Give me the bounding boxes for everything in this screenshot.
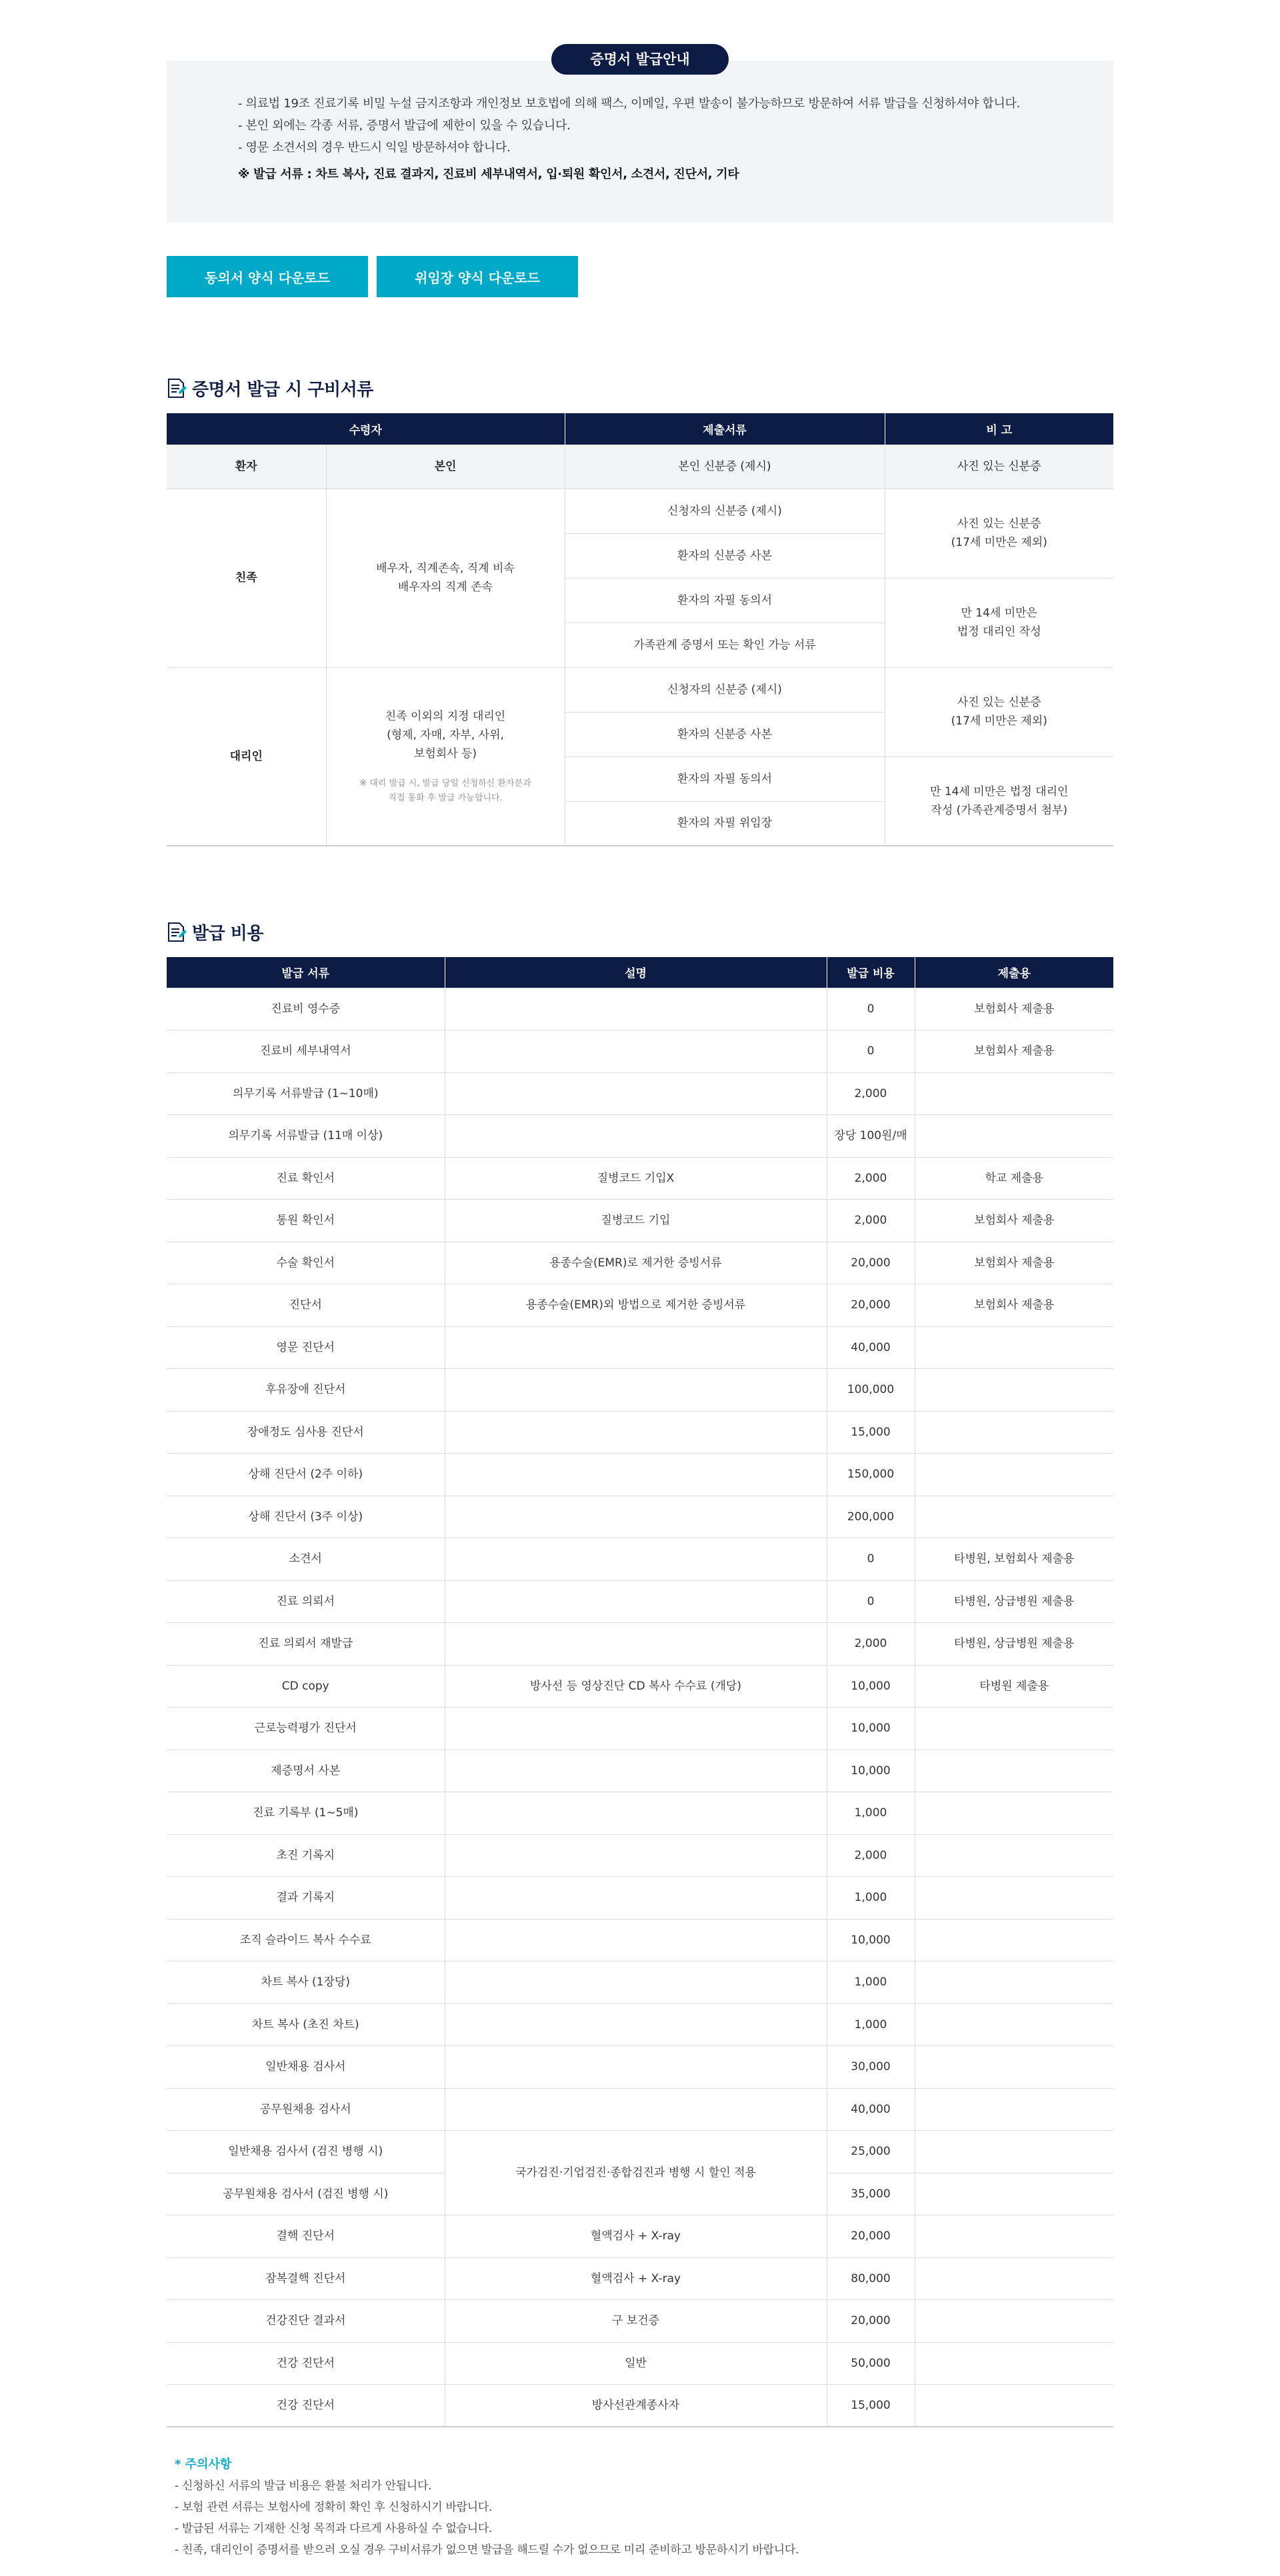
cell-doc: 차트 복사 (1장당)	[167, 1961, 445, 2004]
cell-fee: 40,000	[827, 1326, 915, 1369]
cell-fee: 1,000	[827, 1792, 915, 1835]
small-note-line: 직접 통화 후 발급 가능합니다.	[388, 792, 503, 803]
cell-doc: 건강 진단서	[167, 2385, 445, 2427]
cell-desc	[445, 1877, 827, 1920]
cell-fee: 20,000	[827, 1242, 915, 1284]
cell-use: 보험회사 제출용	[915, 1030, 1113, 1073]
cell-desc	[445, 1961, 827, 2004]
fee-table	[167, 957, 1113, 2427]
family-desc-line: 배우자, 직계존속, 직계 비속	[376, 562, 515, 575]
cell-doc: 진료 기록부 (1~5매)	[167, 1792, 445, 1835]
cell-use	[915, 1115, 1113, 1158]
note-line: 법정 대리인 작성	[957, 625, 1041, 639]
cell-agent-label: 대리인	[167, 667, 326, 846]
cell-doc: 진료 확인서	[167, 1157, 445, 1200]
cell-desc	[445, 1454, 827, 1496]
cell-use	[915, 1411, 1113, 1454]
cell-doc: 통원 확인서	[167, 1200, 445, 1242]
cell-doc: 진료비 세부내역서	[167, 1030, 445, 1073]
table-row	[167, 1580, 1113, 1623]
table-row	[167, 1115, 1113, 1158]
cell-desc	[445, 2088, 827, 2131]
cell-use	[915, 2385, 1113, 2427]
cell-fee: 0	[827, 1030, 915, 1073]
table-row	[167, 1200, 1113, 1242]
cell-use: 보험회사 제출용	[915, 988, 1113, 1030]
note-line: 만 14세 미만은 법정 대리인	[930, 784, 1069, 798]
cell-use: 타병원, 상급병원 제출용	[915, 1623, 1113, 1666]
cell-desc	[445, 1580, 827, 1623]
cell-desc: 방사선관계종사자	[445, 2385, 827, 2427]
header-doc: 발급 서류	[167, 957, 445, 988]
cell-doc: 진료 의뢰서	[167, 1580, 445, 1623]
header-fee: 발급 비용	[827, 957, 915, 988]
cell-use: 타병원 제출용	[915, 1665, 1113, 1708]
header-recipient: 수령자	[167, 413, 565, 445]
cell-fee: 2,000	[827, 1072, 915, 1115]
cell-family-desc	[326, 489, 565, 667]
agent-small-note	[332, 776, 559, 806]
cell-doc: 진단서	[167, 1284, 445, 1327]
cell-desc: 질병코드 기입	[445, 1200, 827, 1242]
notice-docs-line: ※ 발급 서류 : 차트 복사, 진료 결과지, 진료비 세부내역서, 입·퇴원 확인서, 소견서, 진단서, 기타	[238, 167, 739, 181]
table-row	[167, 1496, 1113, 1538]
table-row	[167, 1961, 1113, 2004]
cell-desc	[445, 2046, 827, 2089]
table-row	[167, 988, 1113, 1030]
table-row	[167, 2088, 1113, 2131]
cell-doc: CD copy	[167, 1665, 445, 1708]
cell-use	[915, 1369, 1113, 1412]
table-row	[167, 1284, 1113, 1327]
cell-use	[915, 1454, 1113, 1496]
cell-family-note2	[885, 578, 1113, 667]
cell-use	[915, 2257, 1113, 2300]
section-title-required-docs	[167, 375, 1113, 401]
cell-desc: 용종수술(EMR)외 방법으로 제거한 증빙서류	[445, 1284, 827, 1327]
agent-desc-line: 보험회사 등)	[413, 746, 477, 760]
table-row	[167, 2385, 1113, 2427]
cell-desc	[445, 1919, 827, 1961]
cell-agent-doc: 신청자의 신분증 (제시)	[565, 667, 885, 712]
notice-box	[167, 61, 1113, 223]
header-use: 제출용	[915, 957, 1113, 988]
notes-line: - 발급된 서류는 기재한 신청 목적과 다르게 사용하실 수 없습니다.	[175, 2522, 493, 2535]
cell-fee: 10,000	[827, 1708, 915, 1750]
cell-doc: 의무기록 서류발급 (1~10매)	[167, 1072, 445, 1115]
cell-fee: 10,000	[827, 1665, 915, 1708]
cell-fee: 10,000	[827, 1919, 915, 1961]
cell-doc: 일반채용 검사서	[167, 2046, 445, 2089]
cell-fee: 2,000	[827, 1200, 915, 1242]
cell-use	[915, 1961, 1113, 2004]
table-row	[167, 1665, 1113, 1708]
cell-use: 타병원, 상급병원 제출용	[915, 1580, 1113, 1623]
cell-desc	[445, 1496, 827, 1538]
header-desc: 설명	[445, 957, 827, 988]
notice-line: - 의료법 19조 진료기록 비밀 누설 금지조항과 개인정보 보호법에 의해 팩스, 이메일, 우편 발송이 불가능하므로 방문하여 서류 발급을 신청하셔야 합니다.	[238, 97, 1021, 111]
cell-doc: 초진 기록지	[167, 1834, 445, 1877]
required-docs-table	[167, 413, 1113, 846]
notice-line: - 본인 외에는 각종 서류, 증명서 발급에 제한이 있을 수 있습니다.	[238, 119, 571, 133]
cell-self-doc: 본인 신분증 (제시)	[565, 445, 885, 489]
cell-doc: 건강 진단서	[167, 2342, 445, 2385]
cell-fee: 1,000	[827, 1877, 915, 1920]
table-row	[167, 1369, 1113, 1412]
cell-patient: 환자	[167, 445, 326, 489]
table-row	[167, 2257, 1113, 2300]
table-row	[167, 2300, 1113, 2343]
cell-doc: 결과 기록지	[167, 1877, 445, 1920]
cell-doc: 장애정도 심사용 진단서	[167, 1411, 445, 1454]
cell-use: 보험회사 제출용	[915, 1284, 1113, 1327]
cell-doc: 건강진단 결과서	[167, 2300, 445, 2343]
table-row	[167, 2342, 1113, 2385]
cell-fee: 80,000	[827, 2257, 915, 2300]
note-line: 만 14세 미만은	[961, 607, 1038, 620]
cell-use	[915, 1792, 1113, 1835]
cell-fee: 40,000	[827, 2088, 915, 2131]
table-row	[167, 1750, 1113, 1792]
cell-fee: 10,000	[827, 1750, 915, 1792]
table-row	[167, 1411, 1113, 1454]
cell-desc	[445, 1750, 827, 1792]
cell-desc: 혈액검사 + X-ray	[445, 2215, 827, 2258]
cell-desc: 질병코드 기입X	[445, 1157, 827, 1200]
cell-family-note1	[885, 489, 1113, 578]
cell-desc	[445, 1411, 827, 1454]
cell-use	[915, 1708, 1113, 1750]
cell-fee: 35,000	[827, 2173, 915, 2215]
cell-family-doc: 가족관계 증명서 또는 확인 가능 서류	[565, 623, 885, 667]
cell-use: 보험회사 제출용	[915, 1242, 1113, 1284]
proxy-form-download-button[interactable]: 위임장 양식 다운로드	[377, 256, 578, 297]
cell-desc: 혈액검사 + X-ray	[445, 2257, 827, 2300]
cell-doc: 차트 복사 (초진 차트)	[167, 2003, 445, 2046]
cell-fee: 150,000	[827, 1454, 915, 1496]
cell-agent-desc	[326, 667, 565, 846]
table-row	[167, 2131, 1113, 2173]
cell-fee: 15,000	[827, 1411, 915, 1454]
cell-desc: 구 보건증	[445, 2300, 827, 2343]
cell-desc: 용종수술(EMR)로 제거한 증빙서류	[445, 1242, 827, 1284]
cell-fee: 25,000	[827, 2131, 915, 2173]
cell-doc: 진료비 영수증	[167, 988, 445, 1030]
cell-use	[915, 1877, 1113, 1920]
cell-doc: 상해 진단서 (3주 이상)	[167, 1496, 445, 1538]
cell-fee: 30,000	[827, 2046, 915, 2089]
cell-family-doc: 환자의 자필 동의서	[565, 578, 885, 623]
cell-use	[915, 2131, 1113, 2173]
cell-use	[915, 2088, 1113, 2131]
cell-doc: 공무원채용 검사서 (검진 병행 시)	[167, 2173, 445, 2215]
cell-use	[915, 2046, 1113, 2089]
cell-doc: 의무기록 서류발급 (11매 이상)	[167, 1115, 445, 1158]
table-row	[167, 1623, 1113, 1666]
table-row	[167, 1326, 1113, 1369]
family-desc-line: 배우자의 직계 존속	[397, 581, 493, 594]
cell-doc: 근로능력평가 진단서	[167, 1708, 445, 1750]
notice-tag: 증명서 발급안내	[551, 44, 728, 75]
cell-desc	[445, 1115, 827, 1158]
notes-title: * 주의사항	[175, 2457, 232, 2471]
cell-doc: 소견서	[167, 1538, 445, 1581]
cell-desc	[445, 1792, 827, 1835]
cell-use: 보험회사 제출용	[915, 1200, 1113, 1242]
cell-fee: 2,000	[827, 1623, 915, 1666]
cell-use	[915, 1750, 1113, 1792]
cell-use	[915, 1326, 1113, 1369]
cell-fee: 1,000	[827, 1961, 915, 2004]
cell-fee: 15,000	[827, 2385, 915, 2427]
cell-family-doc: 환자의 신분증 사본	[565, 533, 885, 578]
cell-use	[915, 2342, 1113, 2385]
table-row	[167, 1919, 1113, 1961]
table-row	[167, 1538, 1113, 1581]
cell-fee: 200,000	[827, 1496, 915, 1538]
document-icon	[167, 377, 187, 399]
cell-fee: 장당 100원/매	[827, 1115, 915, 1158]
notes-line: - 신청하신 서류의 발급 비용은 환불 처리가 안됩니다.	[175, 2479, 432, 2493]
document-icon	[167, 920, 187, 943]
cell-fee: 0	[827, 1580, 915, 1623]
cell-doc: 공무원채용 검사서	[167, 2088, 445, 2131]
notes-line: - 친족, 대리인이 증명서를 받으러 오실 경우 구비서류가 없으면 발급을 해드릴 수가 없으므로 미리 준비하고 방문하시기 바랍니다.	[175, 2543, 799, 2557]
section-title-text: 증명서 발급 시 구비서류	[192, 379, 373, 400]
cell-desc: 국가검진·기업검진·종합검진과 병행 시 할인 적용	[445, 2131, 827, 2215]
table-row	[167, 1708, 1113, 1750]
note-line: 작성 (가족관계증명서 첨부)	[931, 803, 1068, 817]
cell-fee: 20,000	[827, 1284, 915, 1327]
agent-desc-line: (형제, 자매, 자부, 사위,	[387, 728, 504, 742]
table-row	[167, 1834, 1113, 1877]
notice-line: - 영문 소견서의 경우 반드시 익일 방문하셔야 합니다.	[238, 141, 511, 155]
cell-fee: 2,000	[827, 1834, 915, 1877]
cell-self: 본인	[326, 445, 565, 489]
cell-desc	[445, 2003, 827, 2046]
cell-desc	[445, 1030, 827, 1073]
cell-fee: 100,000	[827, 1369, 915, 1412]
cell-fee: 20,000	[827, 2300, 915, 2343]
table-row	[167, 2003, 1113, 2046]
cell-use	[915, 2215, 1113, 2258]
note-line: (17세 미만은 제외)	[951, 536, 1047, 549]
cell-fee: 2,000	[827, 1157, 915, 1200]
cell-desc	[445, 1369, 827, 1412]
cell-family-doc: 신청자의 신분증 (제시)	[565, 489, 885, 533]
small-note-line: ※ 대리 발급 시, 발급 당일 신청하신 환자분과	[359, 778, 531, 788]
cell-doc: 상해 진단서 (2주 이하)	[167, 1454, 445, 1496]
cell-desc	[445, 1623, 827, 1666]
cell-fee: 50,000	[827, 2342, 915, 2385]
cell-agent-doc: 환자의 자필 동의서	[565, 756, 885, 801]
cell-fee: 1,000	[827, 2003, 915, 2046]
cell-desc: 일반	[445, 2342, 827, 2385]
table-row	[167, 1792, 1113, 1835]
cell-desc	[445, 1072, 827, 1115]
cell-fee: 20,000	[827, 2215, 915, 2258]
table-row	[167, 2046, 1113, 2089]
cell-use	[915, 1919, 1113, 1961]
header-documents: 제출서류	[565, 413, 885, 445]
agent-desc-line: 친족 이외의 지정 대리인	[385, 709, 506, 723]
cell-use: 학교 제출용	[915, 1157, 1113, 1200]
table-row	[167, 1072, 1113, 1115]
cell-doc: 결핵 진단서	[167, 2215, 445, 2258]
cell-agent-doc: 환자의 신분증 사본	[565, 712, 885, 756]
cell-use	[915, 2003, 1113, 2046]
table-row	[167, 1030, 1113, 1073]
cell-doc: 조직 슬라이드 복사 수수료	[167, 1919, 445, 1961]
cell-doc: 진료 의뢰서 재발급	[167, 1623, 445, 1666]
note-line: 사진 있는 신분증	[957, 517, 1041, 531]
table-row	[167, 1157, 1113, 1200]
cell-use	[915, 1834, 1113, 1877]
cell-doc: 영문 진단서	[167, 1326, 445, 1369]
table-row	[167, 1242, 1113, 1284]
consent-form-download-button[interactable]: 동의서 양식 다운로드	[167, 256, 368, 297]
cell-fee: 0	[827, 1538, 915, 1581]
cell-use	[915, 2300, 1113, 2343]
note-line: (17세 미만은 제외)	[951, 714, 1047, 728]
cell-desc	[445, 1538, 827, 1581]
section-title-fees	[167, 918, 1113, 945]
cell-doc: 잠복결핵 진단서	[167, 2257, 445, 2300]
cell-desc	[445, 1326, 827, 1369]
cell-agent-note1	[885, 667, 1113, 756]
table-row	[167, 1877, 1113, 1920]
table-row	[167, 2215, 1113, 2258]
notes	[167, 2454, 1113, 2561]
cell-agent-doc: 환자의 자필 위임장	[565, 801, 885, 846]
cell-doc: 후유장애 진단서	[167, 1369, 445, 1412]
cell-fee: 0	[827, 988, 915, 1030]
cell-use	[915, 1496, 1113, 1538]
table-row	[167, 1454, 1113, 1496]
cell-desc	[445, 1708, 827, 1750]
cell-self-note: 사진 있는 신분증	[885, 445, 1113, 489]
note-line: 사진 있는 신분증	[957, 696, 1041, 709]
cell-use: 타병원, 보험회사 제출용	[915, 1538, 1113, 1581]
cell-use	[915, 2173, 1113, 2215]
cell-use	[915, 1072, 1113, 1115]
cell-doc: 일반채용 검사서 (검진 병행 시)	[167, 2131, 445, 2173]
cell-family-label: 친족	[167, 489, 326, 667]
notes-line: - 보험 관련 서류는 보험사에 정확히 확인 후 신청하시기 바랍니다.	[175, 2501, 493, 2514]
cell-desc: 방사선 등 영상진단 CD 복사 수수료 (개당)	[445, 1665, 827, 1708]
cell-agent-note2	[885, 756, 1113, 846]
cell-doc: 제증명서 사본	[167, 1750, 445, 1792]
header-remarks: 비 고	[885, 413, 1113, 445]
cell-desc	[445, 1834, 827, 1877]
cell-doc: 수술 확인서	[167, 1242, 445, 1284]
cell-desc	[445, 988, 827, 1030]
section-title-text: 발급 비용	[192, 923, 264, 944]
